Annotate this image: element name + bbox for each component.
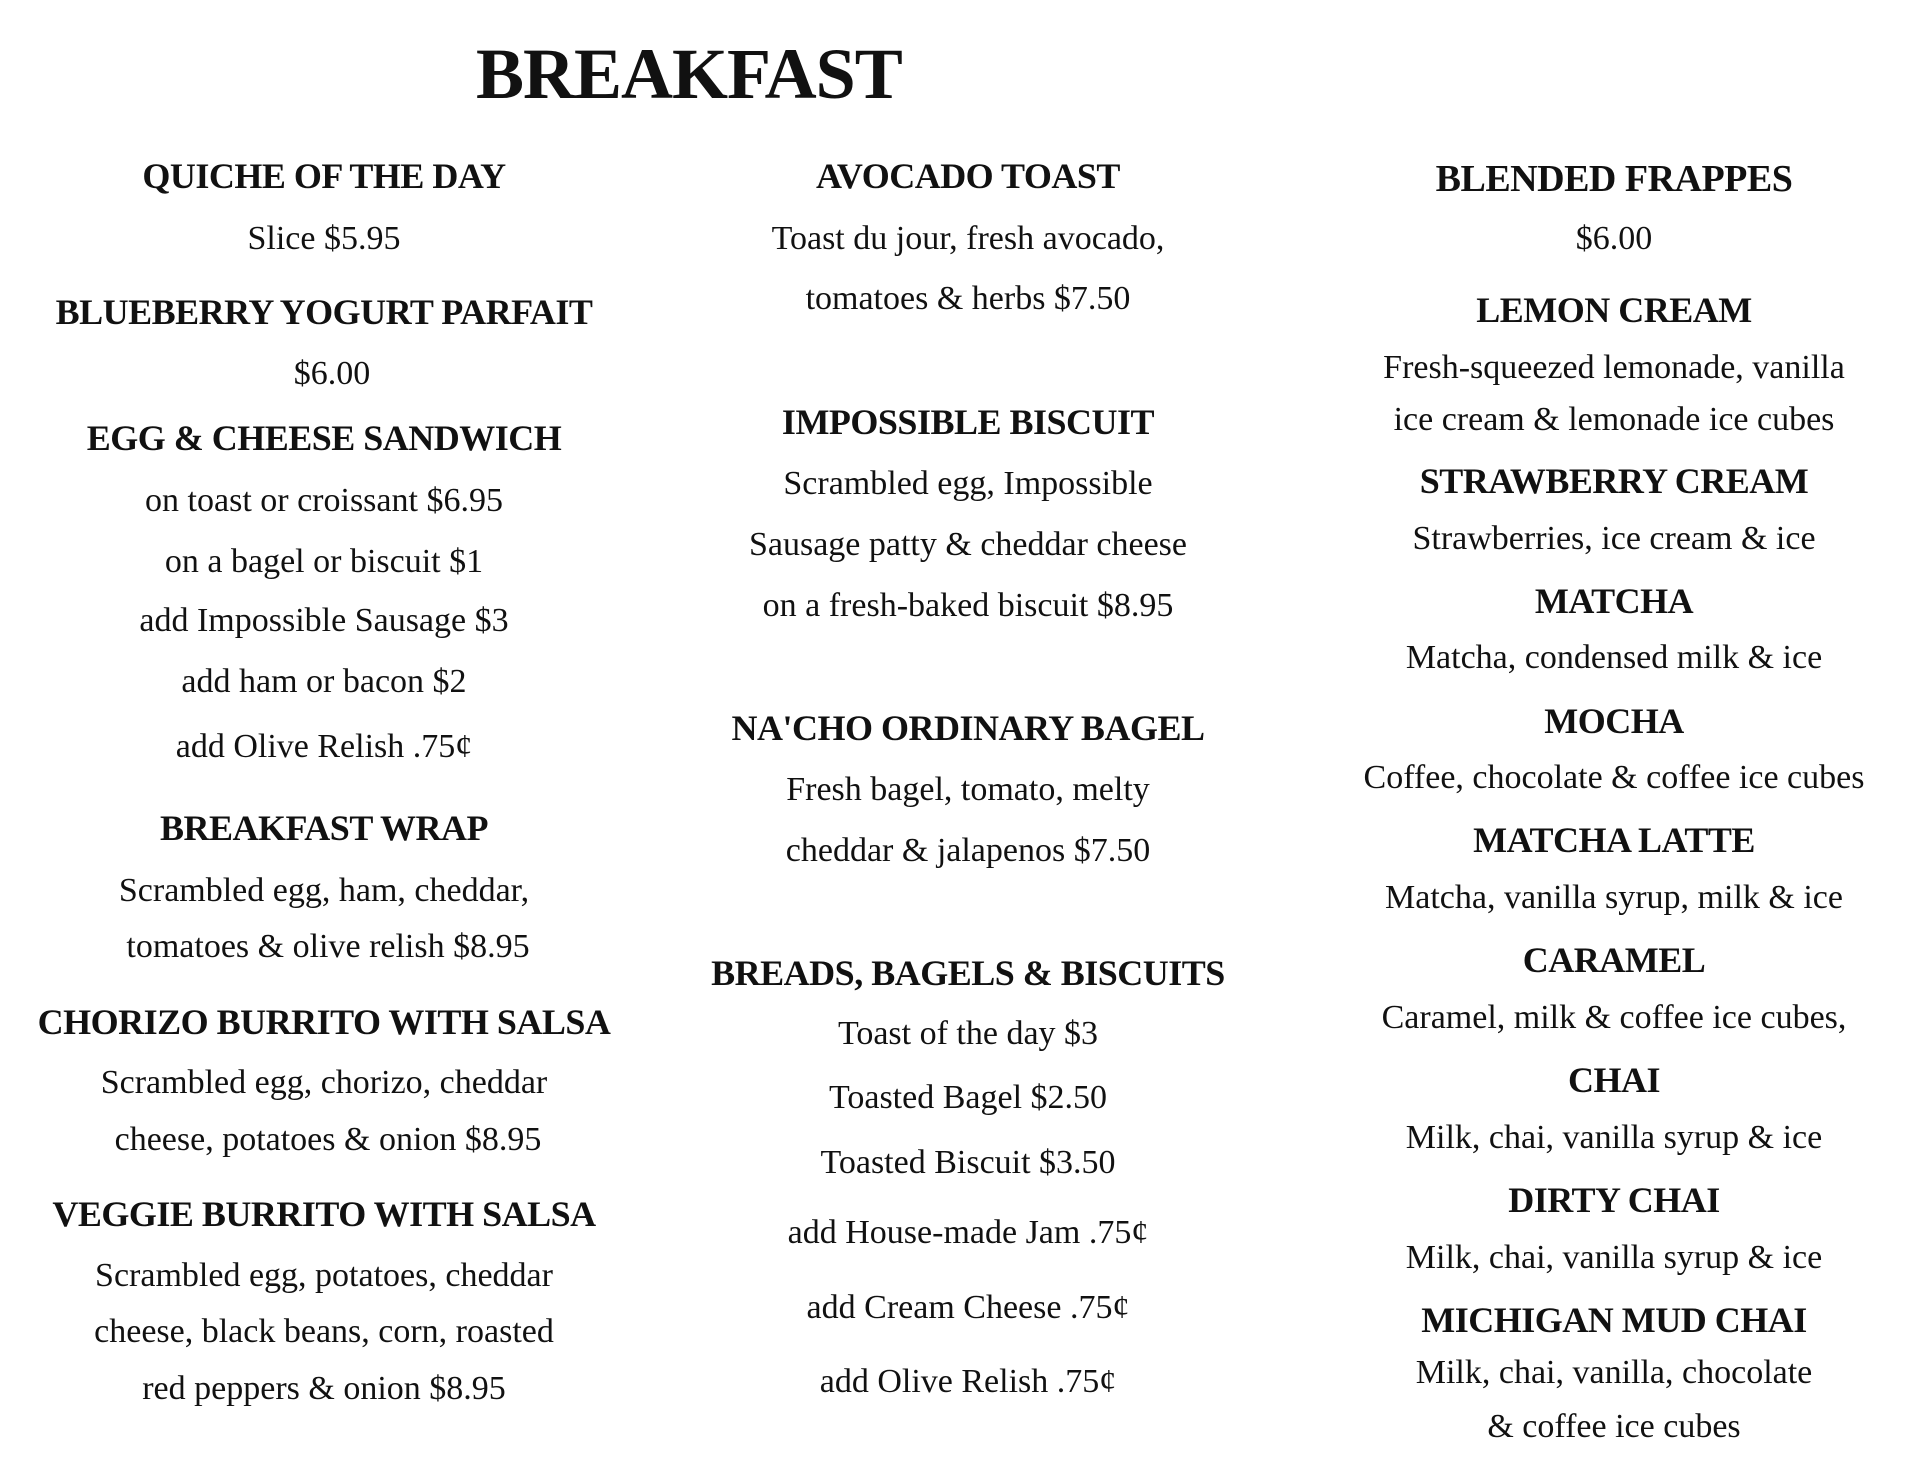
item-name: CHORIZO BURRITO WITH SALSA bbox=[37, 1002, 611, 1042]
item-price: $6.00 bbox=[1575, 220, 1653, 257]
item-description: red peppers & onion $8.95 bbox=[142, 1370, 506, 1407]
item-description: Toasted Bagel $2.50 bbox=[828, 1079, 1108, 1116]
item-name: CHAI bbox=[1567, 1060, 1661, 1100]
section-heading: BLENDED FRAPPES bbox=[1435, 158, 1793, 200]
item-description: Milk, chai, vanilla syrup & ice bbox=[1405, 1239, 1823, 1276]
item-description: Toast of the day $3 bbox=[837, 1015, 1099, 1052]
item-description: Milk, chai, vanilla, chocolate bbox=[1415, 1354, 1813, 1391]
item-name: BREADS, BAGELS & BISCUITS bbox=[711, 953, 1225, 993]
item-description: add House-made Jam .75¢ bbox=[787, 1214, 1149, 1251]
item-description: Caramel, milk & coffee ice cubes, bbox=[1381, 999, 1847, 1036]
item-description: on a bagel or biscuit $1 bbox=[164, 543, 484, 580]
item-description: ice cream & lemonade ice cubes bbox=[1393, 401, 1835, 438]
item-description: add Olive Relish .75¢ bbox=[819, 1363, 1117, 1400]
item-description: Fresh bagel, tomato, melty bbox=[786, 771, 1150, 808]
item-name: DIRTY CHAI bbox=[1508, 1180, 1720, 1220]
item-description: on toast or croissant $6.95 bbox=[145, 482, 503, 519]
item-description: Fresh-squeezed lemonade, vanilla bbox=[1383, 349, 1845, 386]
item-price: $6.00 bbox=[293, 355, 371, 392]
item-name: MATCHA bbox=[1534, 581, 1694, 621]
item-name: QUICHE OF THE DAY bbox=[142, 156, 506, 196]
item-description: Matcha, vanilla syrup, milk & ice bbox=[1385, 879, 1843, 916]
item-description: Matcha, condensed milk & ice bbox=[1405, 639, 1823, 676]
item-description: Scrambled egg, ham, cheddar, bbox=[118, 872, 530, 909]
item-description: Toasted Biscuit $3.50 bbox=[820, 1144, 1116, 1181]
item-description: cheese, potatoes & onion $8.95 bbox=[114, 1121, 542, 1158]
item-price: Slice $5.95 bbox=[247, 220, 401, 257]
item-description: on a fresh-baked biscuit $8.95 bbox=[762, 587, 1174, 624]
item-description: Scrambled egg, chorizo, cheddar bbox=[100, 1064, 548, 1101]
item-name: IMPOSSIBLE BISCUIT bbox=[781, 402, 1155, 442]
item-name: BLUEBERRY YOGURT PARFAIT bbox=[55, 292, 593, 332]
item-name: MOCHA bbox=[1544, 701, 1684, 741]
item-name: BREAKFAST WRAP bbox=[159, 808, 489, 848]
item-name: STRAWBERRY CREAM bbox=[1419, 461, 1809, 501]
item-name: NA'CHO ORDINARY BAGEL bbox=[731, 708, 1205, 748]
item-description: Scrambled egg, potatoes, cheddar bbox=[95, 1257, 553, 1294]
item-description: tomatoes & olive relish $8.95 bbox=[126, 928, 530, 965]
item-description: Scrambled egg, Impossible bbox=[783, 465, 1153, 502]
item-description: Milk, chai, vanilla syrup & ice bbox=[1405, 1119, 1823, 1156]
item-description: Sausage patty & cheddar cheese bbox=[748, 526, 1188, 563]
item-description: add Impossible Sausage $3 bbox=[139, 602, 509, 639]
menu-title: BREAKFAST bbox=[476, 34, 902, 114]
item-name: MICHIGAN MUD CHAI bbox=[1421, 1300, 1807, 1340]
item-name: CARAMEL bbox=[1522, 940, 1706, 980]
item-description: add ham or bacon $2 bbox=[181, 663, 467, 700]
item-description: & coffee ice cubes bbox=[1487, 1408, 1741, 1445]
item-name: VEGGIE BURRITO WITH SALSA bbox=[52, 1194, 596, 1234]
item-description: tomatoes & herbs $7.50 bbox=[805, 280, 1131, 317]
item-description: cheese, black beans, corn, roasted bbox=[94, 1313, 554, 1350]
item-name: MATCHA LATTE bbox=[1473, 820, 1755, 860]
item-description: Toast du jour, fresh avocado, bbox=[771, 220, 1165, 257]
item-description: Coffee, chocolate & coffee ice cubes bbox=[1363, 759, 1865, 796]
item-description: cheddar & jalapenos $7.50 bbox=[785, 832, 1151, 869]
item-name: LEMON CREAM bbox=[1476, 290, 1752, 330]
item-name: AVOCADO TOAST bbox=[816, 156, 1120, 196]
item-description: add Cream Cheese .75¢ bbox=[806, 1289, 1130, 1326]
item-name: EGG & CHEESE SANDWICH bbox=[86, 418, 562, 458]
item-description: add Olive Relish .75¢ bbox=[175, 728, 473, 765]
item-description: Strawberries, ice cream & ice bbox=[1412, 520, 1816, 557]
